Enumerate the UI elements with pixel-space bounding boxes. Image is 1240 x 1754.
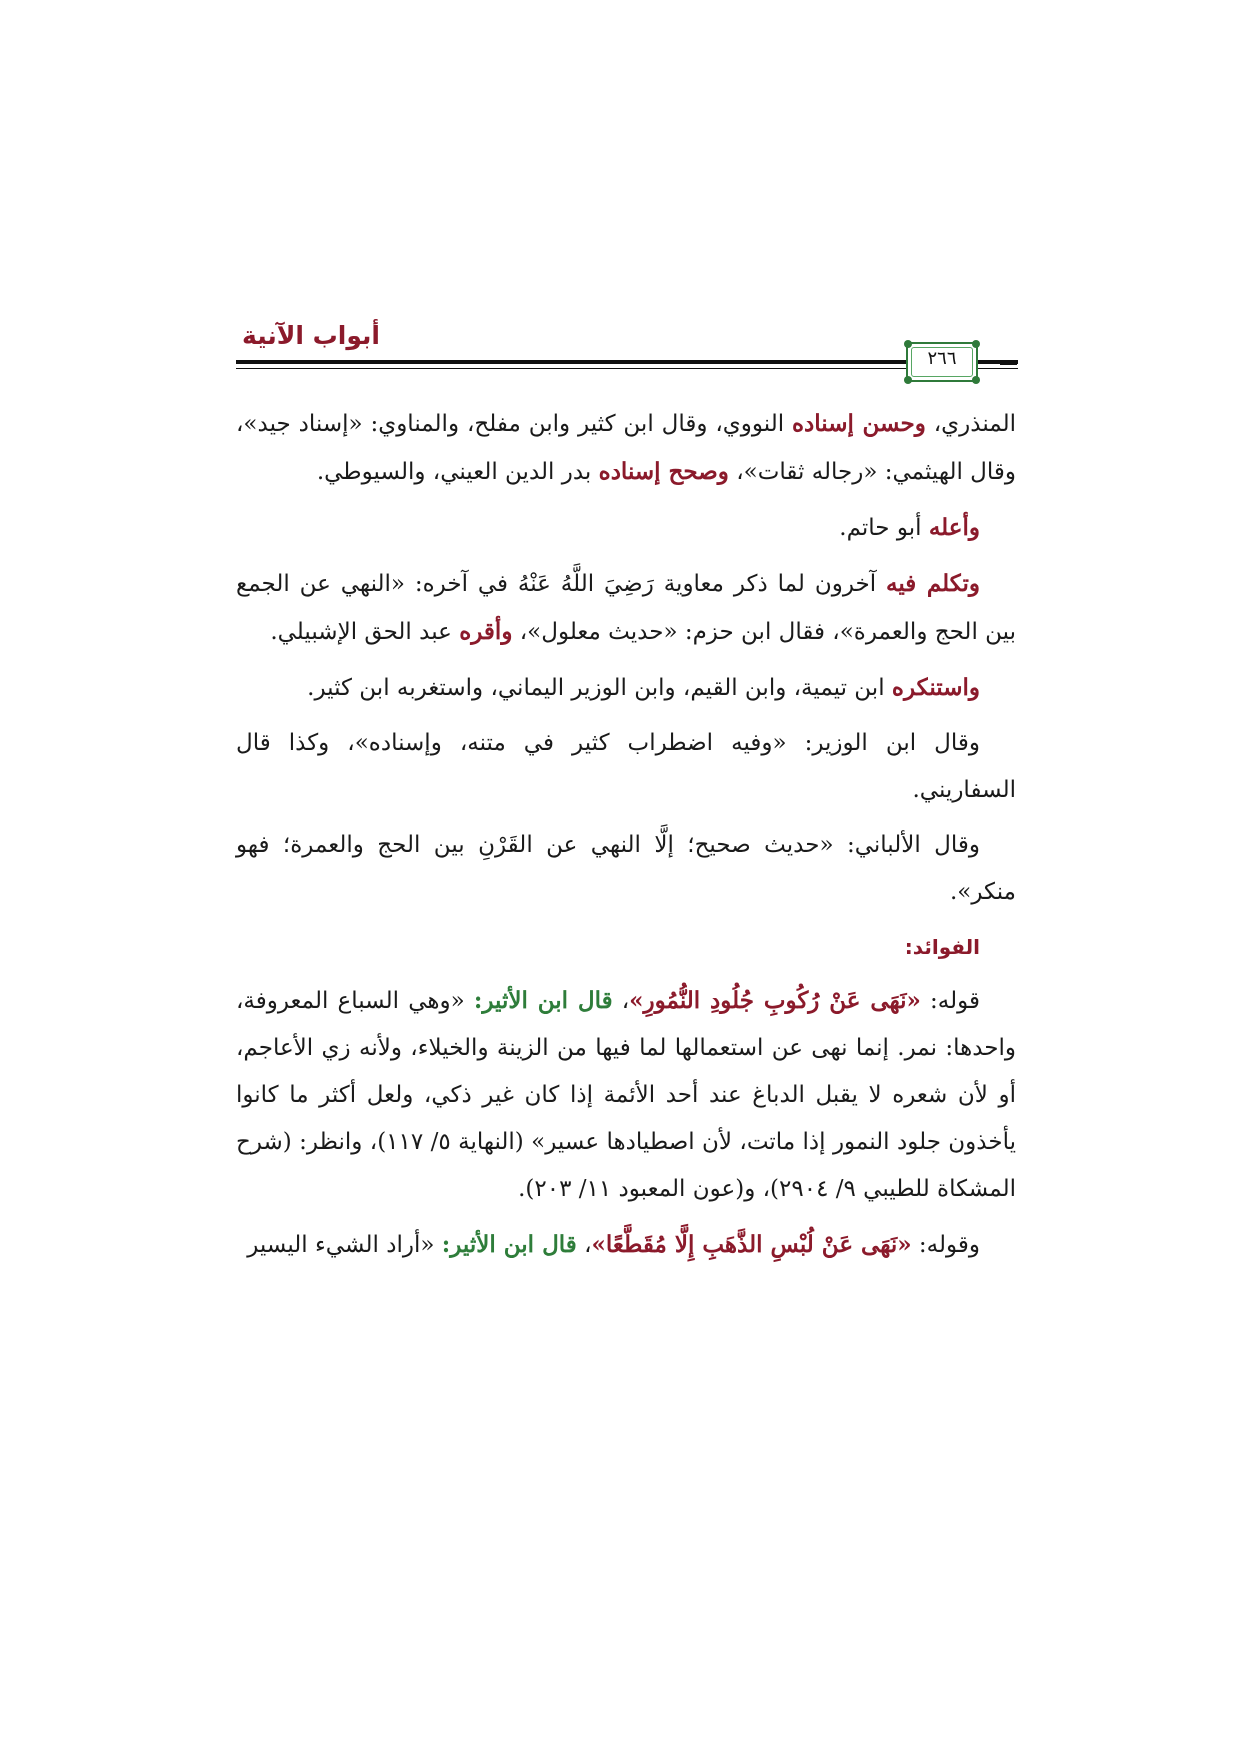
text-run: وقوله: bbox=[911, 1232, 980, 1258]
text-run: أبو حاتم. bbox=[839, 515, 929, 541]
text-run: ابن تيمية، وابن القيم، وابن الوزير اليماني، واستغربه ابن كثير. bbox=[307, 675, 892, 701]
text-run: عبد الحق الإشبيلي. bbox=[270, 619, 460, 645]
highlight-term: وتكلم فيه bbox=[886, 570, 980, 597]
highlight-term: وأعله bbox=[928, 514, 980, 541]
page-number: ٢٦٦ bbox=[927, 348, 957, 369]
text-run: «أراد الشيء اليسير bbox=[247, 1232, 442, 1258]
body-text bbox=[236, 400, 1016, 1277]
paragraph bbox=[236, 504, 1016, 552]
paragraph bbox=[236, 400, 1016, 496]
text-run: ، bbox=[612, 988, 630, 1014]
text-run: قوله: bbox=[920, 988, 981, 1014]
highlight-term: وحسن إسناده bbox=[792, 410, 926, 437]
paragraph bbox=[236, 720, 1016, 814]
text-run: «وهي السباع المعروفة، واحدها: نمر. إنما نهى عن استعمالها لما فيها من الزينة والخيلاء، ولأنه زي الأعاجم، أو لأن شعره لا يقبل الدباغ عند أحد الأئمة إذا كان غير ذكي، ولعل أكثر ما كانوا يأخذون جلود النمور إذا ماتت، لأن اصطيادها عسير» (النهاية ٥/ ١١٧)، وانظر: (شرح المشكاة للطيبي ٩/ ٢٩٠٤)، و(عون المعبود ١١/ ٢٠٣). bbox=[236, 988, 1016, 1202]
highlight-term: وصحح إسناده bbox=[598, 458, 729, 485]
header-rule-thick bbox=[236, 360, 1018, 364]
ornament-icon bbox=[972, 340, 980, 348]
hadith-quote: «نَهَى عَنْ رُكُوبِ جُلُودِ النُّمُورِ» bbox=[629, 987, 921, 1014]
citation-label: قال ابن الأثير: bbox=[441, 1231, 577, 1258]
paragraph bbox=[236, 822, 1016, 916]
text-run: وقال ابن الوزير: «وفيه اضطراب كثير في متنه، وإسناده»، وكذا قال السفاريني. bbox=[236, 730, 1016, 803]
paragraph bbox=[236, 560, 1016, 656]
paragraph bbox=[236, 1221, 1016, 1269]
text-run: النووي، وقال ابن كثير وابن مفلح، والمناوي: «إسناد جيد»، وقال الهيثمي: «رجاله ثقات»، bbox=[236, 411, 1016, 485]
paragraph bbox=[236, 664, 1016, 712]
ornament-icon bbox=[972, 376, 980, 384]
text-run: المنذري، bbox=[925, 411, 1016, 437]
page-number-frame bbox=[906, 342, 978, 382]
paragraph bbox=[236, 977, 1016, 1213]
running-title: أبواب الآنية bbox=[242, 321, 380, 350]
ornament-icon bbox=[904, 340, 912, 348]
highlight-term: واستنكره bbox=[891, 674, 980, 701]
text-run: بدر الدين العيني، والسيوطي. bbox=[316, 459, 599, 485]
text-run: وقال الألباني: «حديث صحيح؛ إلَّا النهي عن القَرْنِ بين الحج والعمرة؛ فهو منكر». bbox=[236, 832, 1016, 905]
text-run: ، bbox=[576, 1232, 592, 1258]
highlight-term: وأقره bbox=[459, 618, 513, 645]
ornament-icon bbox=[904, 376, 912, 384]
header-rule-right-stub bbox=[1000, 364, 1017, 365]
citation-label: قال ابن الأثير: bbox=[473, 987, 613, 1014]
hadith-quote: «نَهَى عَنْ لُبْسِ الذَّهَبِ إِلَّا مُقَطَّعًا» bbox=[591, 1231, 912, 1258]
header-rule-thin bbox=[236, 368, 1018, 369]
text-run: آخرون لما ذكر معاوية رَضِيَ اللَّهُ عَنْهُ في آخره: «النهي عن الجمع بين الحج والعمرة»، فقال ابن حزم: «حديث معلول»، bbox=[236, 571, 1016, 645]
section-title: الفوائد: bbox=[904, 935, 980, 959]
